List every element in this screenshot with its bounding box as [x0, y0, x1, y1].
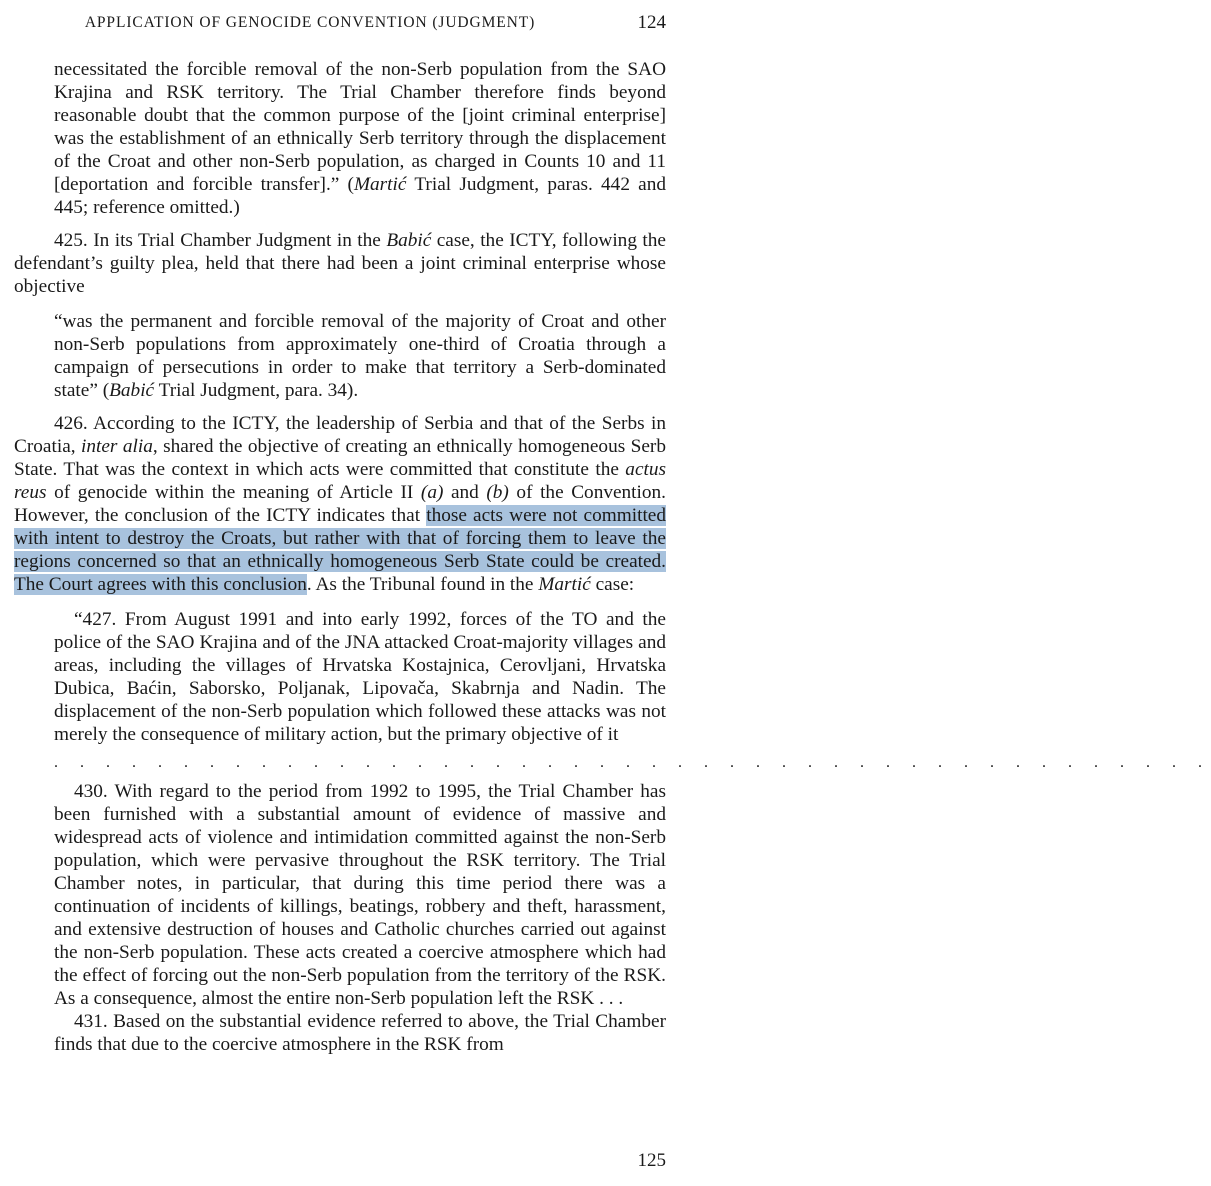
article-subparagraph: (b) — [486, 482, 509, 503]
paragraph-426 — [14, 412, 666, 596]
paragraph-425 — [14, 229, 666, 298]
latin-phrase: inter alia — [81, 436, 153, 457]
case-name: Martić — [353, 174, 407, 195]
page-body — [14, 58, 1211, 1056]
quote-text: necessitated the forcible removal of the non-Serb population from the SAO Krajina and RSK territory. The Trial Chamber therefore finds beyond reasonable doubt that the common purpose of the [joint criminal enterprise] was the establishment of an ethnically Serb territory through the displacement of the Croat and other non-Serb population, as charged in Counts 10 and 11 [deportation and forcible transfer].” ( — [54, 59, 666, 195]
case-name: Babić — [109, 380, 155, 401]
running-header — [14, 12, 666, 40]
footer-page-number: 125 — [637, 1150, 666, 1171]
latin-phrase: actus reus — [14, 459, 666, 503]
header-title: APPLICATION OF GENOCIDE CONVENTION (JUDGMENT) — [84, 14, 536, 31]
quote-paragraph-427: “427. From August 1991 and into early 1992, forces of the TO and the police of the SAO Krajina and of the JNA attacked Croat-majority villages and areas, including the villages of Hrvatska Kostajnica, Cerovljani, Hrvatska Dubica, Baćin, Saborsko, Poljanak, Lipovača, Skabrnja and Nadin. The displacement of the non-Serb population which followed these attacks was not merely the consequence of military action, but the primary objective of it — [54, 609, 666, 745]
quote-text: “was the permanent and forcible removal of the majority of Croat and other non-Serb populations from approximately one-third of Croatia through a campaign of persecutions in order to make that territory a Serb-dominated state” ( — [54, 311, 666, 401]
text-selection-highlight[interactable]: those acts were not committed with intent to destroy the Croats, but rather with that of forcing them to leave the regions concerned so that an ethnically homogeneous Serb State could be created. The Court agrees with this conclusion — [14, 505, 666, 595]
paragraph-text: case: — [590, 574, 635, 595]
paragraph-text: . As the Tribunal found in the — [306, 574, 539, 595]
paragraph-text: of genocide within the meaning of Article II — [46, 482, 421, 503]
quote-citation: Trial Judgment, paras. 442 and 445; reference omitted.) — [54, 174, 667, 218]
paragraph-text: , shared the objective of creating an ethnically homogeneous Serb State. That was the context in which acts were committed that constitute the — [14, 436, 666, 480]
paragraph-text: of the Convention. However, the conclusion of the ICTY indicates that — [14, 482, 666, 526]
quote-babic-34 — [14, 310, 666, 402]
quote-paragraph-430: 430. With regard to the period from 1992 to 1995, the Trial Chamber has been furnished with a substantial amount of evidence of massive and widespread acts of violence and intimidation committed against the non-Serb population, which were pervasive throughout the RSK territory. The Trial Chamber notes, in particular, that during this time period there was a continuation of incidents of killings, beatings, robbery and theft, harassment, and extensive destruction of houses and Catholic churches carried out against the non-Serb population. These acts created a coercive atmosphere which had the effect of forcing out the non-Serb population from the territory of the RSK. As a consequence, almost the entire non-Serb population left the RSK . . . — [54, 781, 666, 1009]
quote-martic-442 — [14, 58, 666, 219]
case-name: Babić — [386, 230, 432, 251]
article-subparagraph: (a) — [420, 482, 444, 503]
paragraph-text: 425. In its Trial Chamber Judgment in the — [54, 230, 387, 251]
quote-paragraph-431: 431. Based on the substantial evidence referred to above, the Trial Chamber finds that due to the coercive atmosphere in the RSK from — [54, 1011, 666, 1055]
paragraph-text: case, the ICTY, following the defendant’s guilty plea, held that there had been a joint criminal enterprise whose objective — [14, 230, 666, 297]
paragraph-text: and — [443, 482, 487, 503]
ellipsis-line: . . . . . . . . . . . . . . . . . . . . . . . . . . . . . . . . . . . . . . . . . . . . . — [54, 754, 1211, 771]
header-page-number: 124 — [637, 12, 666, 33]
nested-quote-martic — [14, 608, 1211, 1056]
paragraph-text: 426. According to the ICTY, the leadership of Serbia and that of the Serbs in Croatia, — [14, 413, 666, 457]
case-name: Martić — [538, 574, 591, 595]
quote-citation: Trial Judgment, para. 34). — [154, 380, 359, 401]
